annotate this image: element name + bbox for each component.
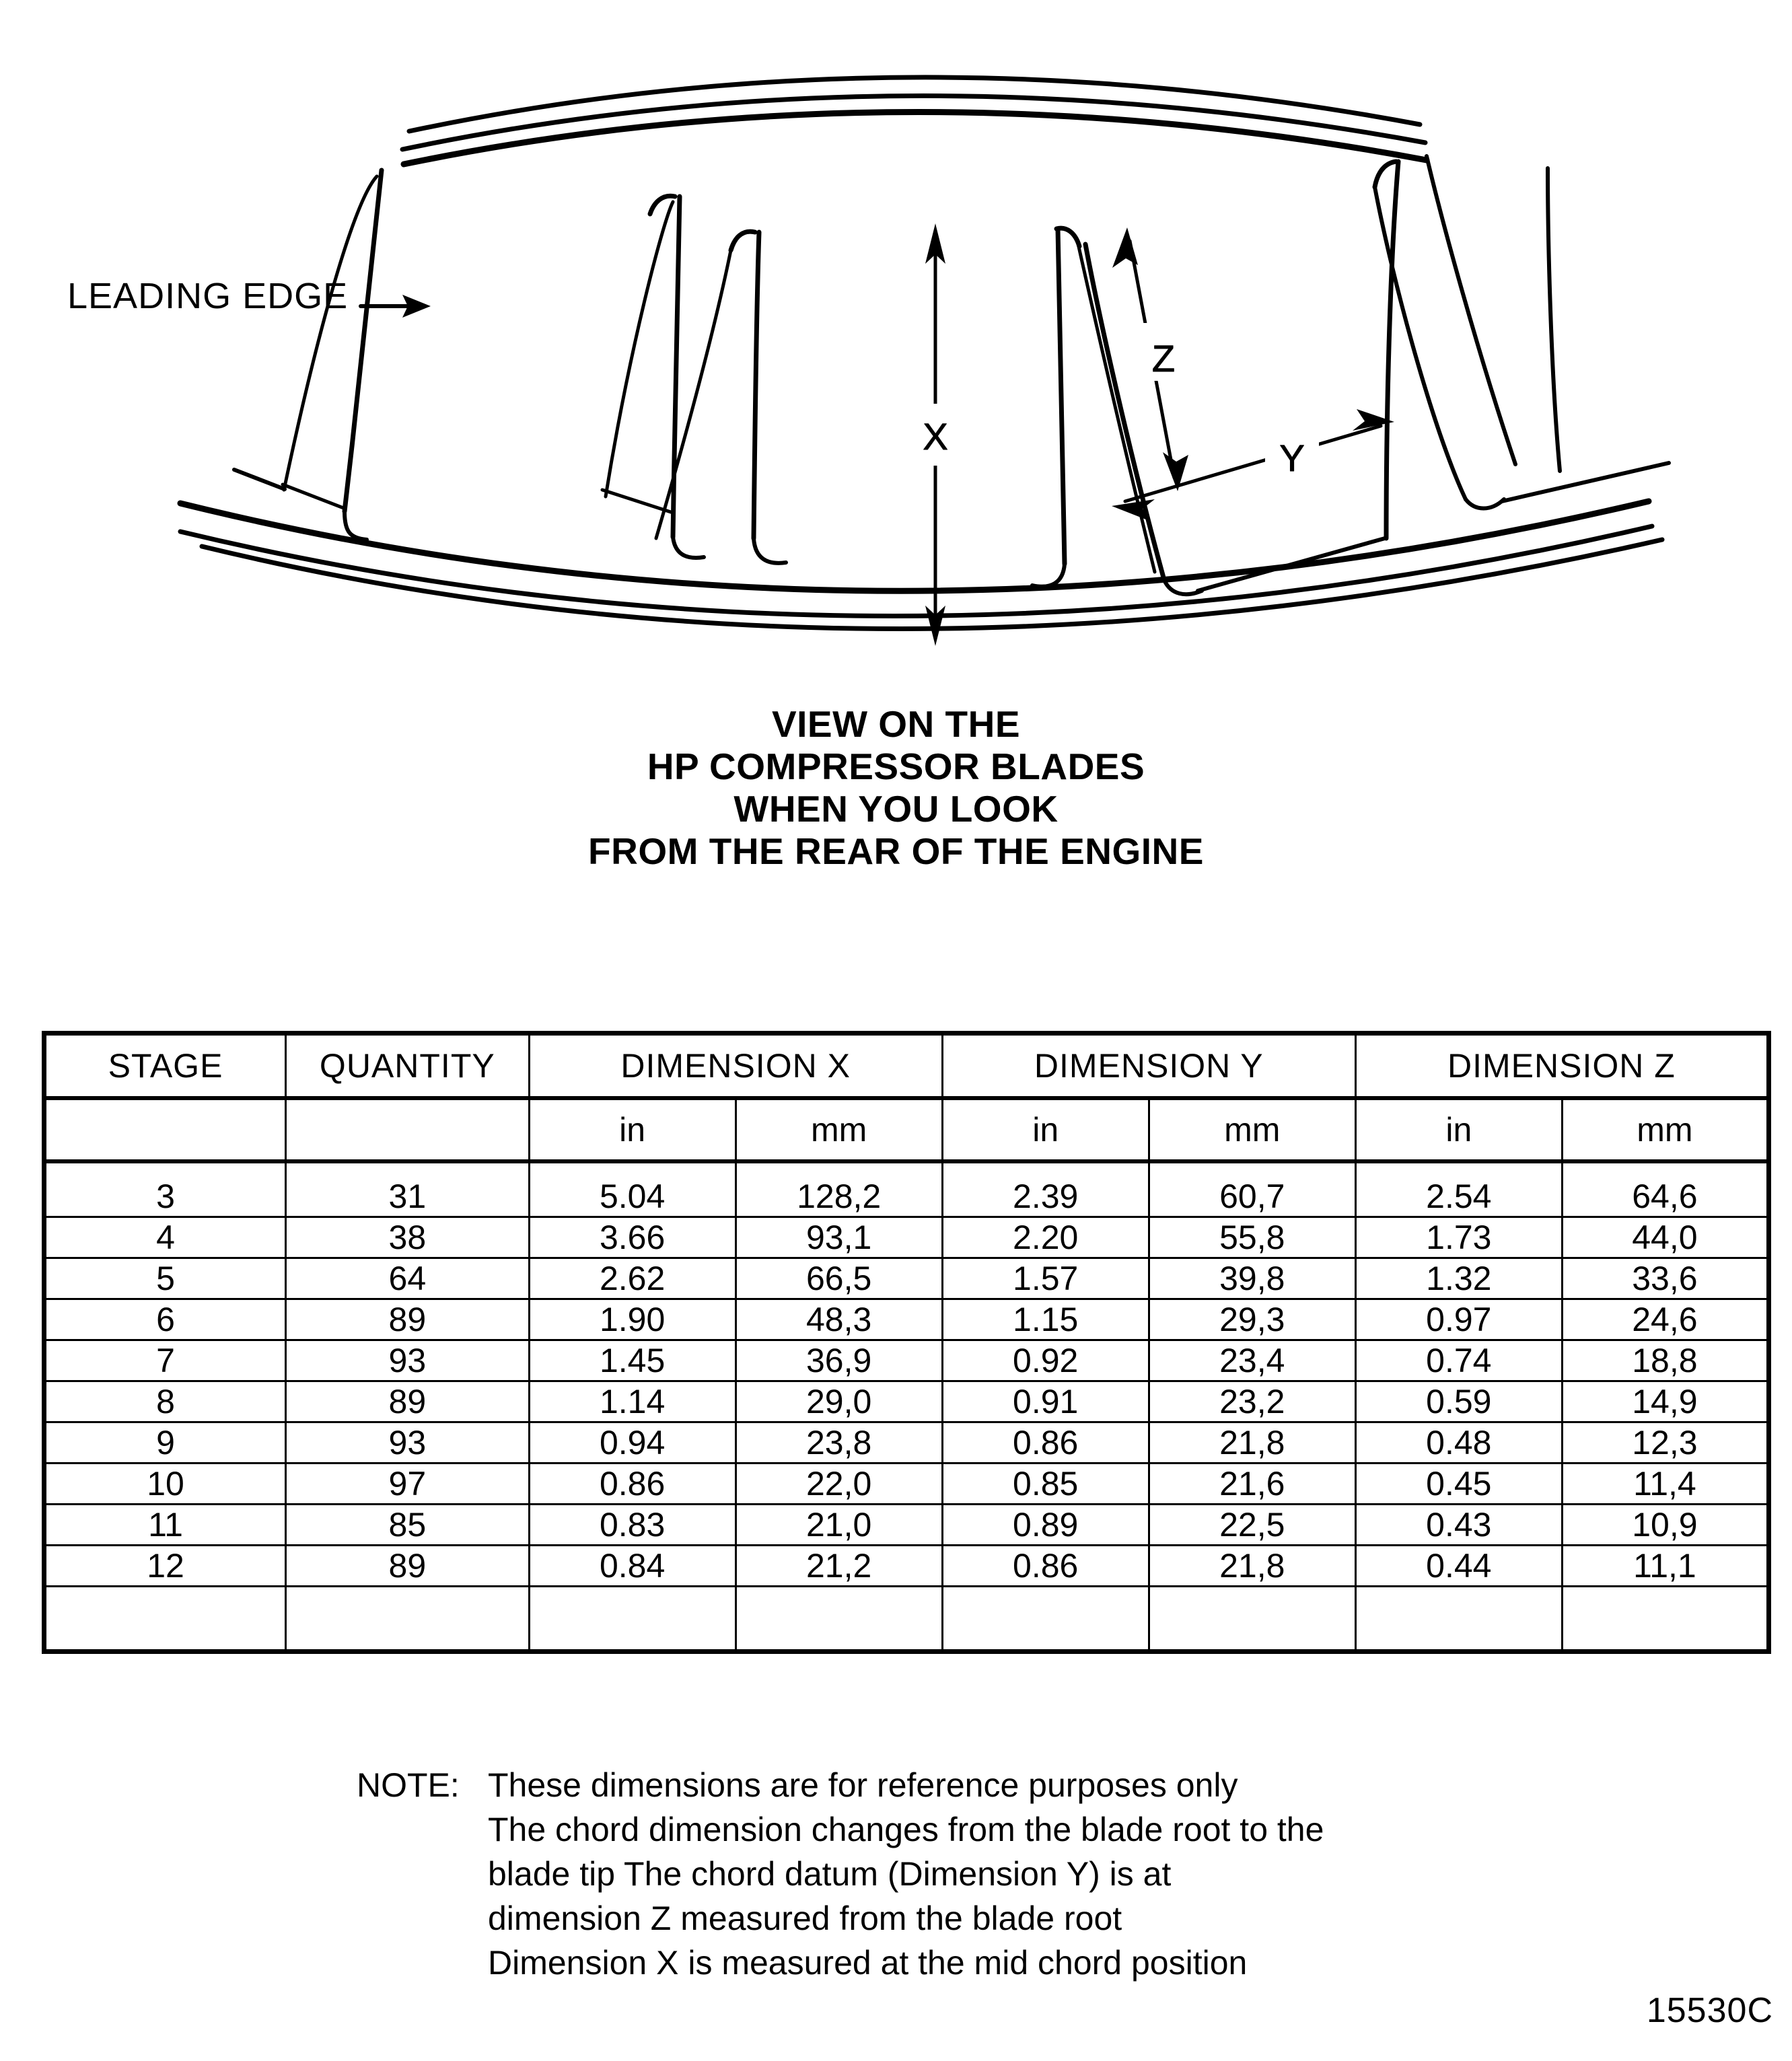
blade-drawing-svg <box>0 0 1792 713</box>
note-line-1: These dimensions are for reference purposes only <box>488 1766 1238 1804</box>
cell-y_mm: 21,6 <box>1149 1463 1355 1505</box>
dimensions-table-container <box>42 1031 1771 1654</box>
table-row <box>44 1546 1769 1587</box>
table-pad-cell <box>942 1587 1149 1652</box>
note-line-4: dimension Z measured from the blade root <box>488 1900 1122 1937</box>
dimension-y-arrow <box>1112 409 1394 521</box>
cell-z_in: 0.74 <box>1355 1340 1562 1381</box>
cell-x_in: 5.04 <box>529 1161 736 1217</box>
note-line-5: Dimension X is measured at the mid chord position <box>488 1944 1248 1982</box>
blade-1-root-fillet <box>345 511 367 540</box>
blade-5-leading-edge-inner <box>1078 244 1155 572</box>
cell-x_mm: 66,5 <box>736 1258 942 1299</box>
cell-x_in: 0.83 <box>529 1505 736 1546</box>
cell-z_in: 0.59 <box>1355 1381 1562 1422</box>
cell-stage: 9 <box>44 1422 286 1463</box>
blade-7-leading-edge <box>1427 156 1515 464</box>
cell-x_mm: 21,0 <box>736 1505 942 1546</box>
table-header-row-units <box>44 1098 1769 1161</box>
cell-z_mm: 10,9 <box>1562 1505 1768 1546</box>
table-pad-cell <box>1355 1587 1562 1652</box>
figure-caption <box>0 703 1792 873</box>
cell-x_in: 1.14 <box>529 1381 736 1422</box>
header-y-mm: mm <box>1149 1098 1355 1161</box>
blade-1-trailing-edge <box>345 170 382 511</box>
header-dimension-x: DIMENSION X <box>529 1034 942 1099</box>
note-line-2: The chord dimension changes from the blade root to the <box>488 1811 1324 1848</box>
cell-x_in: 0.84 <box>529 1546 736 1587</box>
table-pad-cell <box>286 1587 530 1652</box>
cell-x_in: 1.90 <box>529 1299 736 1340</box>
header-z-mm: mm <box>1562 1098 1768 1161</box>
cell-y_mm: 21,8 <box>1149 1546 1355 1587</box>
caption-line-4: FROM THE REAR OF THE ENGINE <box>588 830 1204 872</box>
note-line-3: blade tip The chord datum (Dimension Y) is at <box>488 1855 1172 1893</box>
blade-6-platform-right <box>1502 463 1669 501</box>
table-row <box>44 1340 1769 1381</box>
cell-x_mm: 23,8 <box>736 1422 942 1463</box>
cell-y_mm: 60,7 <box>1149 1161 1355 1217</box>
header-z-in: in <box>1355 1098 1562 1161</box>
cell-y_in: 2.20 <box>942 1217 1149 1258</box>
blade-1-platform-left <box>234 470 285 489</box>
cell-quantity: 89 <box>286 1381 530 1422</box>
cell-x_mm: 128,2 <box>736 1161 942 1217</box>
cell-z_in: 1.73 <box>1355 1217 1562 1258</box>
cell-stage: 6 <box>44 1299 286 1340</box>
blade-7-trailing-edge <box>1548 168 1560 471</box>
figure-reference-number: 15530C <box>1646 1991 1773 2030</box>
cell-stage: 12 <box>44 1546 286 1587</box>
cell-stage: 3 <box>44 1161 286 1217</box>
header-stage: STAGE <box>44 1034 286 1099</box>
cell-stage: 7 <box>44 1340 286 1381</box>
header-quantity-spacer <box>286 1098 530 1161</box>
cell-y_in: 0.85 <box>942 1463 1149 1505</box>
blade-1-root-line <box>283 484 345 509</box>
cell-y_mm: 55,8 <box>1149 1217 1355 1258</box>
cell-x_in: 1.45 <box>529 1340 736 1381</box>
dimension-x-label: X <box>923 415 948 458</box>
table-row <box>44 1299 1769 1340</box>
cell-y_mm: 23,4 <box>1149 1340 1355 1381</box>
cell-z_in: 0.45 <box>1355 1463 1562 1505</box>
note-lines <box>488 1763 1324 1985</box>
table-pad-cell <box>529 1587 736 1652</box>
cell-x_mm: 22,0 <box>736 1463 942 1505</box>
dimensions-table-body <box>44 1161 1769 1652</box>
cell-z_in: 0.97 <box>1355 1299 1562 1340</box>
header-x-mm: mm <box>736 1098 942 1161</box>
cell-x_in: 0.86 <box>529 1463 736 1505</box>
blade-3-leading-edge <box>754 232 759 538</box>
cell-y_in: 1.57 <box>942 1258 1149 1299</box>
cell-quantity: 89 <box>286 1546 530 1587</box>
cell-x_mm: 48,3 <box>736 1299 942 1340</box>
table-row <box>44 1381 1769 1422</box>
caption-line-1: VIEW ON THE <box>771 703 1021 745</box>
table-row <box>44 1463 1769 1505</box>
cell-quantity: 85 <box>286 1505 530 1546</box>
cell-y_in: 0.86 <box>942 1546 1149 1587</box>
cell-z_in: 0.48 <box>1355 1422 1562 1463</box>
cell-z_mm: 33,6 <box>1562 1258 1768 1299</box>
cell-stage: 4 <box>44 1217 286 1258</box>
cell-z_in: 1.32 <box>1355 1258 1562 1299</box>
blade-2-trailing-edge <box>673 196 680 537</box>
table-row <box>44 1422 1769 1463</box>
cell-z_mm: 11,4 <box>1562 1463 1768 1505</box>
cell-y_in: 0.89 <box>942 1505 1149 1546</box>
blade-2-root-fillet <box>673 537 704 558</box>
leading-edge-label: LEADING EDGE <box>67 276 349 316</box>
cell-quantity: 64 <box>286 1258 530 1299</box>
header-stage-spacer <box>44 1098 286 1161</box>
blade-6-leading-edge <box>1386 161 1398 538</box>
table-row <box>44 1258 1769 1299</box>
blade-2-leading-edge <box>606 202 673 497</box>
blade-3-tip-fillet <box>731 231 755 250</box>
dimension-y-label: Y <box>1279 437 1305 479</box>
cell-quantity: 93 <box>286 1340 530 1381</box>
cell-x_in: 3.66 <box>529 1217 736 1258</box>
table-pad-cell <box>44 1587 286 1652</box>
table-pad-cell <box>1562 1587 1768 1652</box>
cell-quantity: 97 <box>286 1463 530 1505</box>
header-x-in: in <box>529 1098 736 1161</box>
blade-6-tip-fillet <box>1375 161 1396 187</box>
cell-y_mm: 21,8 <box>1149 1422 1355 1463</box>
cell-y_mm: 22,5 <box>1149 1505 1355 1546</box>
cell-y_mm: 29,3 <box>1149 1299 1355 1340</box>
cell-x_mm: 29,0 <box>736 1381 942 1422</box>
cell-stage: 8 <box>44 1381 286 1422</box>
table-row <box>44 1505 1769 1546</box>
blade-3-trailing-surface <box>656 250 731 538</box>
cell-quantity: 31 <box>286 1161 530 1217</box>
cell-y_mm: 39,8 <box>1149 1258 1355 1299</box>
caption-line-2: HP COMPRESSOR BLADES <box>647 746 1145 787</box>
table-row <box>44 1161 1769 1217</box>
header-dimension-y: DIMENSION Y <box>942 1034 1355 1099</box>
leading-edge-pointer <box>361 295 431 318</box>
cell-z_mm: 24,6 <box>1562 1299 1768 1340</box>
cell-stage: 10 <box>44 1463 286 1505</box>
cell-quantity: 93 <box>286 1422 530 1463</box>
header-y-in: in <box>942 1098 1149 1161</box>
table-row <box>44 1217 1769 1258</box>
cell-quantity: 38 <box>286 1217 530 1258</box>
dimension-z-label: Z <box>1151 337 1176 379</box>
caption-line-3: WHEN YOU LOOK <box>733 788 1059 830</box>
cell-z_in: 0.44 <box>1355 1546 1562 1587</box>
table-pad-cell <box>1149 1587 1355 1652</box>
cell-y_in: 1.15 <box>942 1299 1149 1340</box>
cell-x_in: 2.62 <box>529 1258 736 1299</box>
header-dimension-z: DIMENSION Z <box>1355 1034 1768 1099</box>
cell-y_in: 0.86 <box>942 1422 1149 1463</box>
dimensions-table <box>42 1031 1771 1654</box>
table-bottom-padding-row <box>44 1587 1769 1652</box>
cell-x_mm: 21,2 <box>736 1546 942 1587</box>
blade-4-trailing-edge <box>1058 229 1065 564</box>
cell-z_mm: 44,0 <box>1562 1217 1768 1258</box>
cell-z_in: 0.43 <box>1355 1505 1562 1546</box>
table-pad-cell <box>736 1587 942 1652</box>
note-label: NOTE: <box>357 1766 460 1804</box>
hub-mid-arc <box>180 526 1652 616</box>
cell-stage: 11 <box>44 1505 286 1546</box>
blade-4-root-fillet <box>1032 564 1065 587</box>
cell-y_mm: 23,2 <box>1149 1381 1355 1422</box>
cell-y_in: 2.39 <box>942 1161 1149 1217</box>
cell-x_in: 0.94 <box>529 1422 736 1463</box>
blade-5-leading-edge <box>1085 244 1164 580</box>
cell-x_mm: 36,9 <box>736 1340 942 1381</box>
blade-3-root-fillet <box>754 538 786 563</box>
cell-z_in: 2.54 <box>1355 1161 1562 1217</box>
cell-quantity: 89 <box>286 1299 530 1340</box>
cell-z_mm: 11,1 <box>1562 1546 1768 1587</box>
cell-y_in: 0.91 <box>942 1381 1149 1422</box>
blade-6-root-fillet <box>1466 499 1504 509</box>
cell-y_in: 0.92 <box>942 1340 1149 1381</box>
cell-z_mm: 64,6 <box>1562 1161 1768 1217</box>
cell-z_mm: 18,8 <box>1562 1340 1768 1381</box>
table-header-row-main <box>44 1034 1769 1099</box>
cell-z_mm: 12,3 <box>1562 1422 1768 1463</box>
cell-z_mm: 14,9 <box>1562 1381 1768 1422</box>
cell-x_mm: 93,1 <box>736 1217 942 1258</box>
header-quantity: QUANTITY <box>286 1034 530 1099</box>
cell-stage: 5 <box>44 1258 286 1299</box>
compressor-blade-figure <box>0 0 1792 713</box>
blade-2-root-line <box>602 490 673 513</box>
note-block <box>357 1763 1324 1985</box>
